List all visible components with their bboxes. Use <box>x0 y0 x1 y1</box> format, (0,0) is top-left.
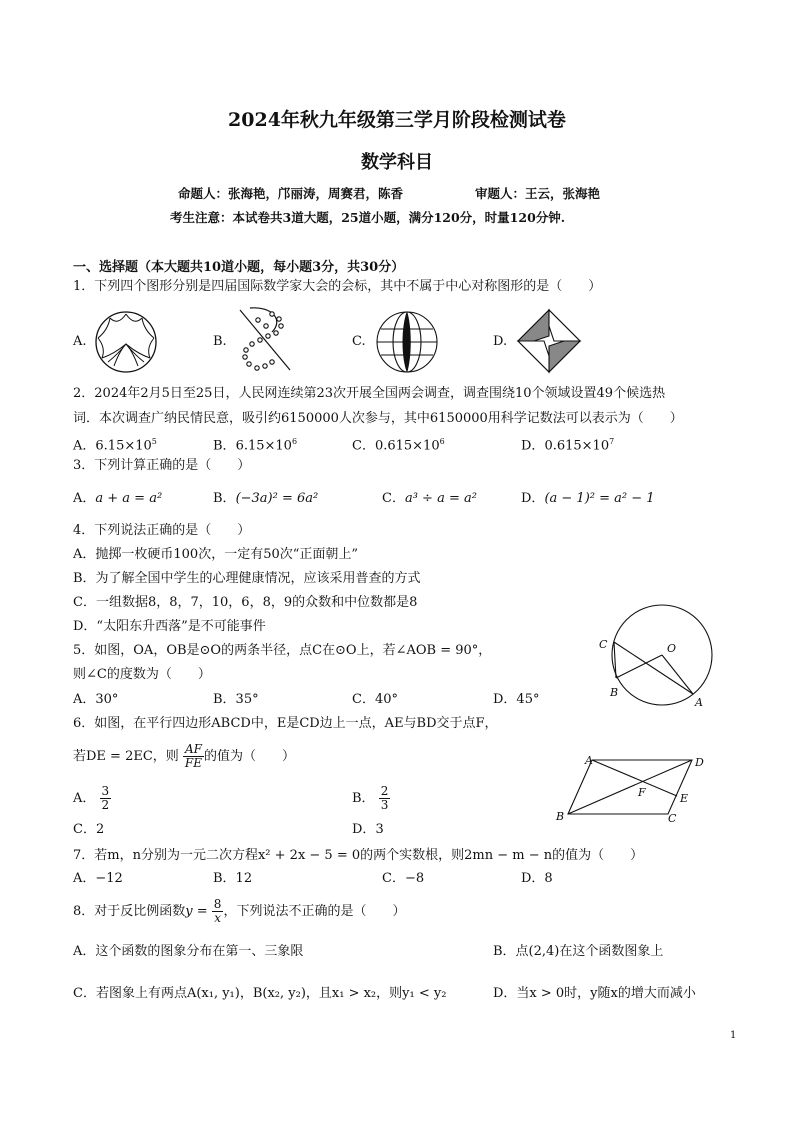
q2-line-1: 2．2024年2月5日至25日，人民网连续第23次开展全国两会调查，调查围绕10个领域设置49个候选热 <box>73 386 666 401</box>
q6-option-c <box>73 822 104 838</box>
q4-option-d: D．“太阳东升西落”是不可能事件 <box>73 619 266 634</box>
q5-label-c: C <box>599 638 608 651</box>
q6-option-a <box>73 784 111 814</box>
q5-line-1: 5．如图，OA，OB是⊙O的两条半径，点C在⊙O上，若∠AOB = 90°， <box>73 643 492 658</box>
q4-option-b: B．为了解全国中学生的心理健康情况，应该采用普查的方式 <box>73 571 421 586</box>
q3-option-c <box>382 491 477 507</box>
section-heading: 一、选择题（本大题共10道小题，每小题3分，共30分） <box>73 260 405 275</box>
page-number: 1 <box>730 1030 737 1041</box>
q6-option-b-num: 2 <box>380 784 389 798</box>
q8-stem-prefix: 8．对于反比例函数 <box>73 904 186 919</box>
q8-frac-den: x <box>214 911 221 925</box>
q6-option-d <box>352 822 384 838</box>
q6-ratio-fraction <box>183 743 204 770</box>
q7-option-b: B．12 <box>213 871 253 886</box>
q6-option-a-label: A． <box>73 791 96 806</box>
q8-option-d: D．当x > 0时，y随x的增大而减小 <box>493 986 696 1001</box>
q1-option-c-label: C. <box>352 334 366 349</box>
q1-figure-a <box>94 310 158 374</box>
q8-stem-suffix: ，下列说法不正确的是（ ） <box>223 904 406 919</box>
q6-option-c-value: 2 <box>95 822 105 837</box>
q6-label-e: E <box>680 792 689 805</box>
q5-option-b: B．35° <box>213 692 259 707</box>
q6-label-d: D <box>695 756 704 769</box>
q6-label-b: B <box>556 810 565 823</box>
q6-option-d-value: 3 <box>375 822 384 837</box>
q2-option-a <box>73 434 157 454</box>
subject-title: 数学科目 <box>361 152 433 173</box>
q5-label-a: A <box>695 696 703 709</box>
q7-option-c: C．−8 <box>382 871 425 886</box>
q6-line-2 <box>73 742 295 772</box>
q6-line-2-suffix: 的值为（ ） <box>204 749 296 764</box>
exam-notice: 考生注意：本试卷共3道大题，25道小题，满分120分，时量120分钟. <box>170 210 566 225</box>
q3-option-a-expr: a + a = a² <box>95 491 163 506</box>
q8-function-lhs: y = <box>185 904 208 919</box>
q6-option-b <box>352 784 390 814</box>
q3-option-b-expr: (−3a)² = 6a² <box>235 491 319 506</box>
q3-option-a-label: A． <box>73 491 96 506</box>
q1-option-a-label: A. <box>73 334 87 349</box>
q1-figure-c <box>374 309 440 375</box>
q3-option-d-expr: (a − 1)² = a² − 1 <box>544 491 655 506</box>
authors-line: 命题人：张海艳，邝丽涛，周赛君，陈香 <box>178 186 404 201</box>
q1-option-b-label: B. <box>213 334 227 349</box>
q1-option-d-label: D. <box>493 334 508 349</box>
q5-label-b: B <box>610 686 619 699</box>
q6-option-c-label: C． <box>73 822 96 837</box>
q8-stem <box>73 896 405 928</box>
q2-option-b-mant: 6.15×10 <box>235 438 292 454</box>
q5-option-a: A．30° <box>73 692 119 707</box>
q4-option-c: C．一组数据8，8，7，10，6，8，9的众数和中位数都是8 <box>73 595 418 610</box>
q7-stem: 7．若m，n分别为一元二次方程x² + 2x − 5 = 0的两个实数根，则2mn − m − n的值为（ ） <box>73 848 644 863</box>
q8-frac-num: 8 <box>213 897 222 911</box>
q2-option-d-mant: 0.615×10 <box>544 438 610 454</box>
q2-option-b-label: B． <box>213 438 236 454</box>
q4-stem: 4．下列说法正确的是（ ） <box>73 523 251 538</box>
q2-option-a-label: A． <box>73 438 96 454</box>
q3-option-c-expr: a³ ÷ a = a² <box>404 491 477 506</box>
q5-line-2: 则∠C的度数为（ ） <box>73 667 211 682</box>
q6-ratio-num: AF <box>183 743 204 757</box>
q5-option-d: D．45° <box>493 692 540 707</box>
q5-label-o: O <box>667 642 677 655</box>
q2-option-c <box>352 434 445 454</box>
reviewers-line: 审题人：王云，张海艳 <box>475 186 601 201</box>
q6-line-1: 6．如图，在平行四边形ABCD中，E是CD边上一点，AE与BD交于点F， <box>73 716 498 731</box>
q1-stem: 1．下列四个图形分别是四届国际数学家大会的会标，其中不属于中心对称图形的是（ ） <box>73 279 602 294</box>
q3-option-d <box>521 491 655 507</box>
q6-option-b-label: B． <box>352 791 375 806</box>
q2-option-b <box>213 434 297 454</box>
q6-label-c: C <box>668 812 677 825</box>
q8-option-c: C．若图象上有两点A(x₁, y₁)，B(x₂, y₂)，且x₁ > x₂，则y₁ < y₂ <box>73 986 447 1001</box>
q8-function-fraction <box>212 898 224 925</box>
q6-figure <box>552 752 712 824</box>
q2-option-a-mant: 6.15×10 <box>95 438 152 454</box>
q6-line-2-prefix: 若DE = 2EC，则 <box>73 749 179 764</box>
q3-option-b-label: B． <box>213 491 236 506</box>
q3-option-b <box>213 491 318 507</box>
q2-line-2: 词．本次调查广纳民情民意，吸引约6150000人次参与，其中6150000用科学记数法可以表示为（ ） <box>73 411 683 426</box>
q6-label-f: F <box>638 786 646 799</box>
q2-option-c-mant: 0.615×10 <box>374 438 440 454</box>
q6-option-b-fraction <box>379 785 391 812</box>
q2-option-b-exp: 6 <box>291 437 298 446</box>
q6-option-a-fraction <box>100 785 112 812</box>
q2-option-c-label: C． <box>352 438 375 454</box>
q3-option-a <box>73 491 162 507</box>
q6-option-d-label: D． <box>352 822 376 837</box>
q3-stem: 3．下列计算正确的是（ ） <box>73 458 251 473</box>
q3-option-d-label: D． <box>521 491 545 506</box>
q2-option-d-exp: 7 <box>609 437 615 446</box>
q3-option-c-label: C． <box>382 491 405 506</box>
q6-option-a-den: 2 <box>101 798 110 812</box>
q1-figure-b <box>232 306 298 376</box>
q6-option-a-num: 3 <box>101 784 110 798</box>
q2-option-c-exp: 6 <box>439 437 445 446</box>
q5-figure <box>597 602 727 712</box>
q7-option-d: D．8 <box>521 871 553 886</box>
q7-option-a: A．−12 <box>73 871 123 886</box>
q6-label-a: A <box>585 754 593 767</box>
q5-option-c: C．40° <box>352 692 398 707</box>
q4-option-a: A．抛掷一枚硬币100次，一定有50次“正面朝上” <box>73 547 359 562</box>
q2-option-d-label: D． <box>521 438 545 454</box>
q2-option-d <box>521 434 614 454</box>
q8-option-a: A．这个函数的图象分布在第一、三象限 <box>73 944 304 959</box>
q2-option-a-exp: 5 <box>151 437 157 446</box>
page-title: 2024年秋九年级第三学月阶段检测试卷 <box>228 109 566 131</box>
q1-figure-d <box>516 308 582 374</box>
q6-ratio-den: FE <box>184 756 203 770</box>
q6-option-b-den: 3 <box>380 798 389 812</box>
q8-option-b: B．点(2,4)在这个函数图象上 <box>493 944 664 959</box>
